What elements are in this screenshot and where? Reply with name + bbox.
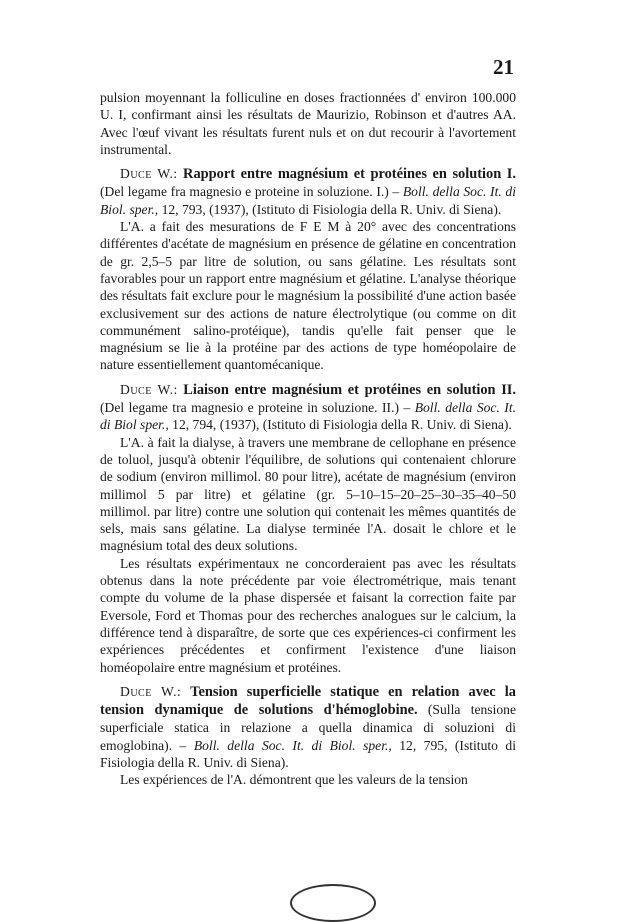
entry-3-paragraph: Les expériences de l'A. démontrent que les valeurs de la tension xyxy=(120,772,468,788)
entry-1-ref-italian: (Del legame fra magnesio e proteine in soluzione. I.) – xyxy=(100,184,400,200)
entry-2-author: Duce W.: xyxy=(120,381,178,397)
page-body xyxy=(100,89,516,789)
entry-3-ref-rest: 12, 795, (Istituto di Fisiologia della R. Univ. di Siena). xyxy=(100,737,516,770)
entry-3-author: Duce W.: xyxy=(120,683,182,699)
entry-1-paragraph: L'A. a fait des mesurations de F E M à 20° avec des concentrations différentes d'acétate de magnésium en présence de gélatine en concentration de gr. 2,5–5 par litre de solution, ou sans gélatine. Les résultats sont favorables pour un rapport entre magnésium et gélatine. L'analyse théorique des résultats fait exclure pour le magnésium la possibilité d'une action basée exclusivement sur des actions de nature électrolytique (ou comme on dit communément salino-protéique), tandis qu'elle fait penser que le magnésium se lie à la protéine par des actions de type homéopolaire de nature essentiellement quantomécanique. xyxy=(100,219,516,373)
entry-2-title: Liaison entre magnésium et protéines en solution II. xyxy=(183,381,517,398)
entry-2-ref-italian: (Del legame tra magnesio e proteine in soluzione. II.) – xyxy=(100,400,411,416)
entry-1-ref-rest: 12, 793, (1937), (Istituto di Fisiologia della R. Univ. di Siena). xyxy=(161,201,502,217)
entry-3-journal: Boll. della Soc. It. di Biol. sper., xyxy=(193,737,392,753)
abstract-entry-3 xyxy=(100,683,516,789)
entry-1-heading xyxy=(100,165,516,218)
intro-paragraph: pulsion moyennant la folliculine en doses fractionnées d' environ 100.000 U. I, confirmant ainsi les résultats de Maurizio, Robinson et d'autres AA. Avec l'œuf vivant les résultats furent nuls et on dut recourir à l'avortement instrumental. xyxy=(100,90,516,157)
entry-2-paragraph: Les résultats expérimentaux ne concorderaient pas avec les résultats obtenus dans la note précédente par voie électrométrique, mais tenant compte du volume de la phase dispersée et faisant la correction faite par Eversole, Ford et Thomas pour des recherches analogues sur le calcium, la différence tend à disparaître, de sorte que ces expériences-ci confirment les expériences précédentes et confirment l'existence d'une liaison homéopolaire entre magnésium et protéines. xyxy=(100,555,516,675)
library-stamp xyxy=(290,884,376,922)
entry-2-paragraph: L'A. à fait la dialyse, à travers une membrane de cellophane en présence de toluol, jusqu'à obtenir l'équilibre, de solutions qui contenaient chlorure de sodium (environ millimol. 80 pour litre), acétate de magnésium (environ millimol 5 par litre) et gélatine (gr. 5–10–15–20–25–30–35–40–50 millimol. par litre) contre une solution qui contenait les mêmes quantités de sels, mais sans gélatine. La dialyse terminée l'A. dosait le chlore et le magnésium total des deux solutions. xyxy=(100,434,516,554)
entry-3-title: Tension superficielle statique en relation avec la tension dynamique de solutions d'hémoglobine. xyxy=(100,683,516,719)
page-number: 21 xyxy=(493,55,514,79)
entry-2-ref-rest: 12, 794, (1937), (Istituto di Fisiologia della R. Univ. di Siena). xyxy=(172,417,512,433)
abstract-entry-2 xyxy=(100,381,516,676)
entry-1-title: Rapport entre magnésium et protéines en solution I. xyxy=(183,166,516,183)
abstract-entry-1 xyxy=(100,165,516,374)
entry-2-journal: Boll. della Soc. It. di Biol sper., xyxy=(100,400,516,433)
entry-3-ref-italian: (Sulla tensione superficiale statica in relazione a quella dinamica di soluzioni di emoglobina). – xyxy=(100,702,516,753)
entry-3-heading xyxy=(100,683,516,771)
entry-1-journal: Boll. della Soc. It. di Biol. sper., xyxy=(100,184,516,217)
entry-2-heading xyxy=(100,381,516,434)
entry-1-author: Duce W.: xyxy=(120,166,178,182)
